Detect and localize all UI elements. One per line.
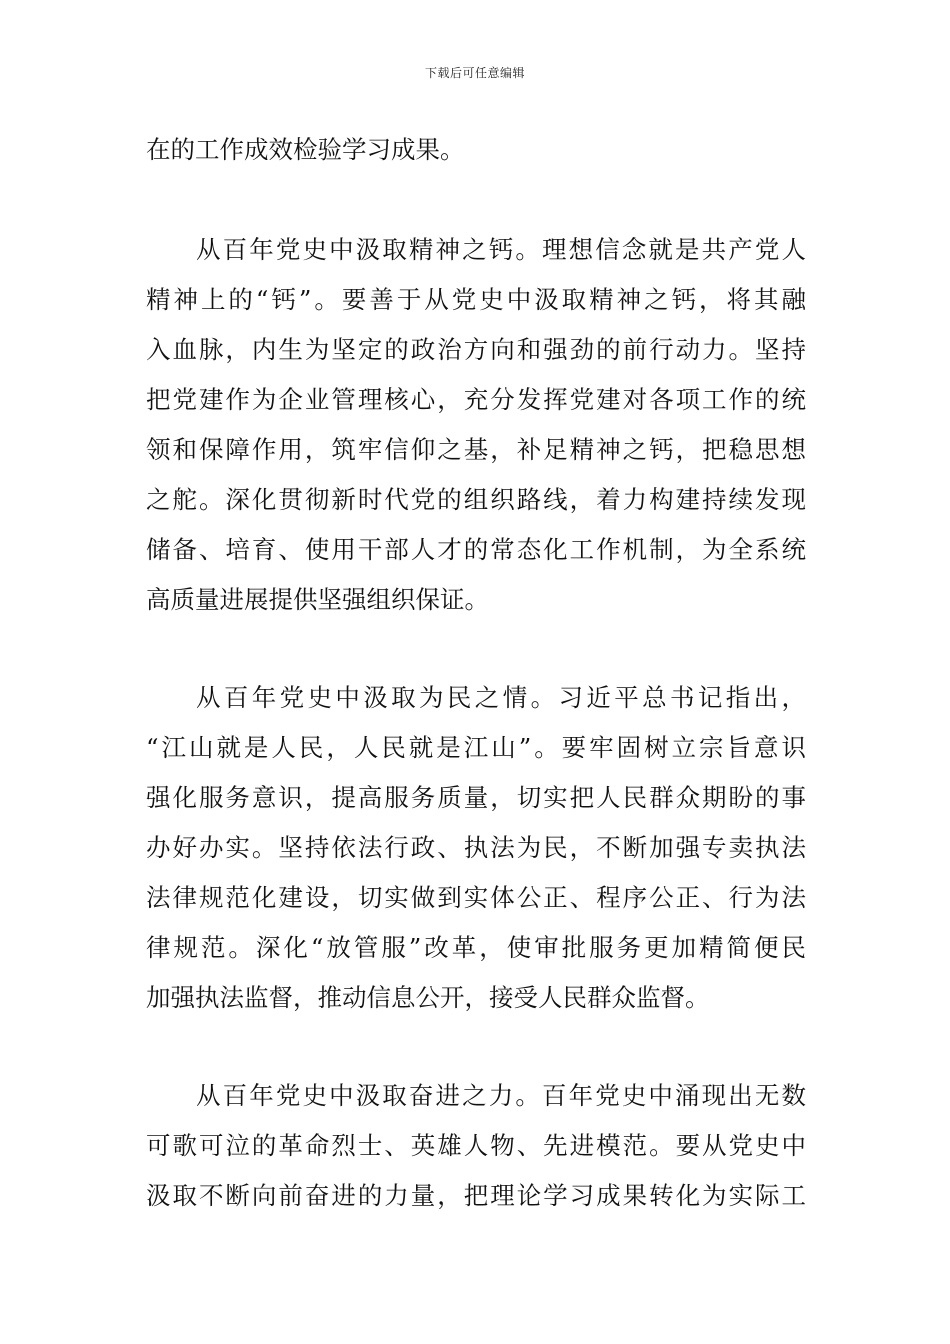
- paragraph-line: 入血脉，内生为坚定的政治方向和强劲的前行动力。坚持: [146, 335, 806, 364]
- paragraph-line: 在的工作成效检验学习成果。: [146, 135, 465, 164]
- page-header: 下载后可任意编辑: [424, 66, 525, 80]
- paragraph-line: 加强执法监督，推动信息公开，接受人民群众监督。: [146, 983, 710, 1012]
- paragraph-line: 领和保障作用，筑牢信仰之基，补足精神之钙，把稳思想: [146, 435, 806, 464]
- paragraph-line: 强化服务意识，提高服务质量，切实把人民群众期盼的事: [146, 783, 806, 812]
- paragraph-line: 法律规范化建设，切实做到实体公正、程序公正、行为法: [146, 883, 806, 912]
- paragraph-line: 储备、培育、使用干部人才的常态化工作机制，为全系统: [146, 535, 806, 564]
- paragraph-line: 把党建作为企业管理核心，充分发挥党建对各项工作的统: [146, 385, 806, 414]
- paragraph-line: 汲取不断向前奋进的力量，把理论学习成果转化为实际工: [146, 1181, 806, 1210]
- paragraph-line: “江山就是人民，人民就是江山”。要牢固树立宗旨意识: [146, 733, 806, 762]
- paragraph-line: 可歌可泣的革命烈士、英雄人物、先进模范。要从党史中: [146, 1131, 806, 1160]
- paragraph-line: 高质量进展提供坚强组织保证。: [146, 585, 489, 614]
- paragraph-line: 从百年党史中汲取奋进之力。百年党史中涌现出无数: [196, 1081, 806, 1110]
- paragraph-line: 之舵。深化贯彻新时代党的组织路线，着力构建持续发现: [146, 485, 806, 514]
- paragraph-line: 精神上的“钙”。要善于从党史中汲取精神之钙，将其融: [146, 285, 806, 314]
- paragraph-line: 律规范。深化“放管服”改革，使审批服务更加精简便民: [146, 933, 806, 962]
- paragraph-line: 从百年党史中汲取为民之情。习近平总书记指出，: [196, 683, 806, 712]
- paragraph-line: 办好办实。坚持依法行政、执法为民，不断加强专卖执法: [146, 833, 806, 862]
- paragraph-line: 从百年党史中汲取精神之钙。理想信念就是共产党人: [196, 235, 806, 264]
